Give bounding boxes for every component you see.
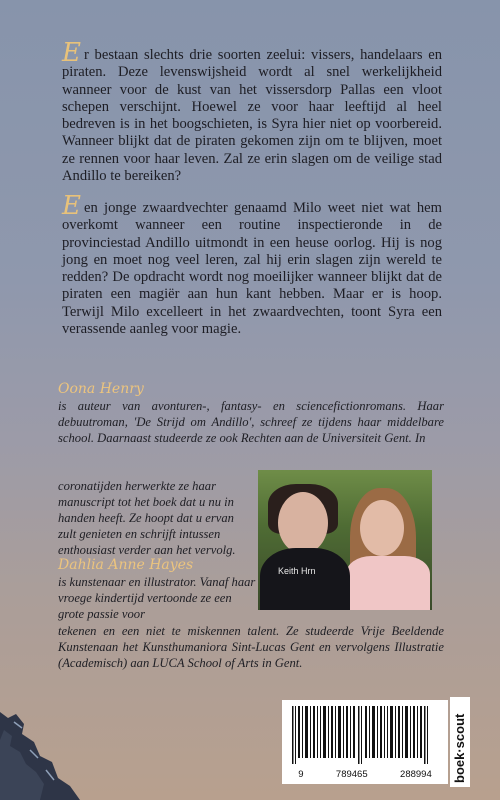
illustrator-bio: is kunstenaar en illustrator. Vanaf haar vroege kindertijd vertoonde ze een grote passie voor [58, 575, 256, 622]
drop-cap: E [62, 38, 81, 68]
isbn-digit-group: 288994 [400, 769, 432, 780]
drop-cap: E [62, 191, 81, 221]
illustrator-bio-continued: tekenen en een niet te miskennen talent. Ze studeerde Vrije Beeldende Kunstenaan het Kunsthumaniora Sint-Lucas Gent en vervolgens Illustratie (Academisch) aan LUCA School of Arts in Gent. [58, 624, 444, 671]
isbn-digit-group: 789465 [335, 769, 368, 780]
illustrator-name: Dahlia Anne Hayes [58, 557, 194, 573]
blurb-paragraph-2 [62, 191, 442, 338]
shirt-print: Keith Hrn [278, 566, 316, 576]
isbn-digit-group: 9 [298, 769, 304, 780]
blurb-paragraph-1 [62, 38, 442, 185]
author-name: Oona Henry [58, 381, 144, 397]
blurb-text: en jonge zwaardvechter genaamd Milo weet niet wat hem overkomt wanneer een routine inspectieronde in de provinciestad Andillo uitmondt in een heuse oorlog. Hij is nog jong en moet nog veel leren, zal hij erin slagen zijn wereld te redden? De opdracht wordt nog moeilijker wanneer blijkt dat de piraten een magiër aan hun kant hebben. Maar er is hoop. Terwijl Milo excelleert in het zwaardvechten, toont Syra een verassende aanleg voor magie. [62, 200, 442, 338]
publisher-name: boek·scout [452, 713, 467, 783]
rock-illustration [0, 700, 80, 800]
author-bio: is auteur van avonturen-, fantasy- en sciencefictionromans. Haar debuutroman, 'De Strijd om Andillo', schreef ze tijdens haar middelbare school. Daarnaast studeerde ze ook Rechten aan de Universiteit Gent. In [58, 399, 444, 446]
blurb-text: r bestaan slechts drie soorten zeelui: vissers, handelaars en piraten. Deze levenswijsheid wordt al snel werkelijkheid wanneer voor de kust van het vissersdorp Pallas een vloot schepen verschijnt. Hoewel ze voor haar leeftijd al heel bedreven is in het boogschieten, is Syra hier niet op voorbereid. Wanneer blijkt dat de piraten gekomen zijn om te blijven, moet ze rennen voor haar leven. Zal ze erin slagen om de veilige stad Andillo te bereiken? [62, 47, 442, 185]
publisher-logo [450, 697, 470, 787]
author-photo [258, 470, 432, 610]
author-bio-continued: coronatijden herwerkte ze haar manuscript tot het boek dat u nu in handen heeft. Ze hoopt dat u ervan zult genieten en schrijft intussen enthousiast verder aan het vervolg. [58, 479, 236, 558]
isbn-barcode [282, 700, 448, 784]
barcode-bars [288, 706, 442, 764]
